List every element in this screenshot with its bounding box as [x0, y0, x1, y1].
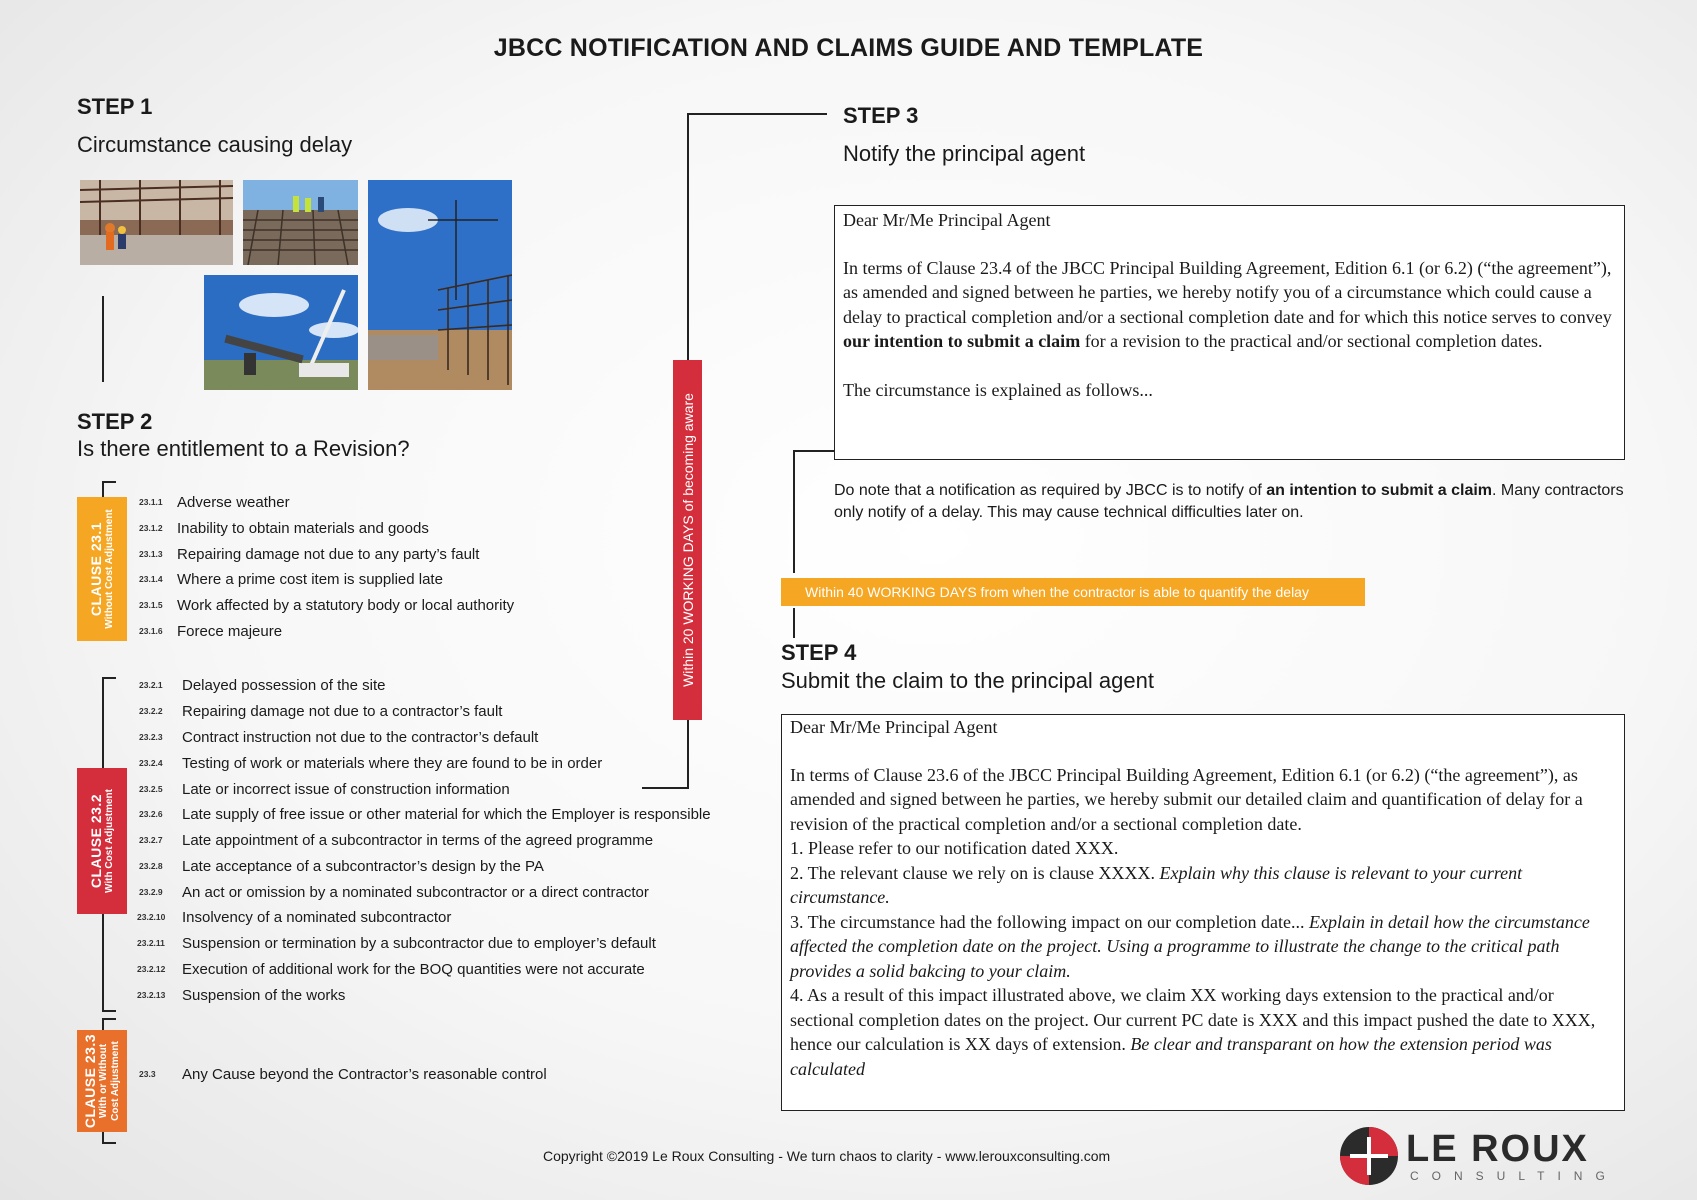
step3-heading: STEP 3	[843, 103, 919, 128]
connector-line	[642, 787, 689, 789]
letter4-paragraph: In terms of Clause 23.6 of the JBCC Principal Building Agreement, Edition 6.1 (or 6.2) (“the agreement”), as amended and signed between he parties, we hereby submit our detailed claim and quantification of delay for a revision of the practical completion and/or a sectional completion date.	[790, 764, 1583, 834]
letter3-paragraph: In terms of Clause 23.4 of the JBCC Principal Building Agreement, Edition 6.1 (or 6.2) (“the agreement”), as amended and signed between he parties, we hereby notify you of a circumstance which could cause a delay to practical completion and/or a sectional completion date and for which this notice serves to convey our intention to submit a claim for a revision to the practical and/or sectional completion dates.	[843, 257, 1612, 351]
bracket-line	[102, 1142, 116, 1144]
step3-subtitle: Notify the principal agent	[843, 141, 1086, 166]
clause-23-1-title: CLAUSE 23.1	[88, 521, 104, 617]
construction-photo-3	[368, 180, 512, 390]
list-item: 23.2.12 Execution of additional work for the BOQ quantities were not accurate	[137, 961, 645, 978]
logo-name: LE ROUX	[1406, 1128, 1589, 1170]
step1-subtitle: Circumstance causing delay	[77, 132, 353, 157]
list-item: 23.2.1 Delayed possession of the site	[139, 677, 386, 694]
letter4-item2: 2. The relevant clause we rely on is clause XXXX. Explain why this clause is relevant to your current circumstance.	[790, 862, 1523, 907]
clause-23-3-sub1: With or Without	[98, 1043, 110, 1119]
list-item: 23.2.6 Late supply of free issue or other material for which the Employer is responsible	[139, 806, 711, 823]
construction-photo-4	[204, 275, 358, 390]
list-item: 23.1.4 Where a prime cost item is supplied late	[139, 571, 443, 588]
notification-letter	[834, 205, 1625, 460]
letter4-salutation: Dear Mr/Me Principal Agent	[790, 717, 998, 737]
bracket-line	[102, 481, 116, 483]
clause-23-3-sub2: Cost Adjustment	[110, 1041, 122, 1121]
clause-23-1-sub: Without Cost Adjustment	[104, 509, 115, 629]
bracket-line	[102, 1018, 116, 1020]
list-item: 23.2.3 Contract instruction not due to the contractor’s default	[139, 729, 539, 746]
claim-deadline-bar	[781, 578, 1365, 606]
list-item: 23.2.10 Insolvency of a nominated subcontractor	[137, 909, 452, 926]
list-item: 23.2.7 Late appointment of a subcontractor in terms of the agreed programme	[139, 832, 654, 849]
step1-heading: STEP 1	[77, 94, 153, 119]
list-item: 23.2.13 Suspension of the works	[137, 987, 346, 1004]
notify-deadline-bar	[673, 360, 702, 720]
list-item: 23.2.5 Late or incorrect issue of construction information	[139, 781, 510, 798]
connector-line	[687, 113, 827, 115]
construction-photo-2	[243, 180, 358, 265]
list-item: 23.2.8 Late acceptance of a subcontractor’s design by the PA	[139, 858, 544, 875]
clause-23-3-title: CLAUSE 23.3	[82, 1033, 99, 1129]
footer-copyright: Copyright ©2019 Le Roux Consulting - We turn chaos to clarity - www.lerouxconsulting.com	[543, 1148, 1111, 1164]
list-item: 23.3 Any Cause beyond the Contractor’s reasonable control	[139, 1066, 547, 1083]
clause-23-1-badge	[77, 497, 127, 641]
step2-heading: STEP 2	[77, 409, 153, 434]
page-title: JBCC NOTIFICATION AND CLAIMS GUIDE AND TEMPLATE	[493, 34, 1204, 62]
list-item: 23.2.11 Suspension or termination by a subcontractor due to employer’s default	[137, 935, 656, 952]
clause-23-2-title: CLAUSE 23.2	[88, 793, 105, 889]
list-item: 23.1.1 Adverse weather	[139, 494, 290, 511]
bracket-line	[102, 677, 116, 679]
logo-sub: CONSULTING	[1410, 1169, 1618, 1183]
claim-letter	[781, 714, 1625, 1111]
connector-line	[793, 608, 795, 638]
notify-deadline-label: Within 20 WORKING DAYS of becoming aware	[679, 393, 696, 687]
construction-photo-1	[80, 180, 233, 265]
connector-line	[102, 296, 104, 382]
bracket-line	[102, 1010, 116, 1012]
clause-23-2-badge	[77, 768, 127, 914]
notification-note: Do note that a notification as required by JBCC is to notify of an intention to submit a claim. Many contractors only notify of a delay. This may cause technical difficulties later on.	[834, 482, 1624, 521]
list-item: 23.1.5 Work affected by a statutory body or local authority	[139, 597, 515, 614]
letter4-item1: 1. Please refer to our notification dated XXX.	[790, 838, 1119, 858]
list-item: 23.1.3 Repairing damage not due to any party’s fault	[139, 546, 480, 563]
step2-subtitle: Is there entitlement to a Revision?	[77, 436, 410, 461]
clause-23-2-sub: With Cost Adjustment	[104, 789, 116, 893]
connector-line	[793, 450, 795, 573]
letter3-closing: The circumstance is explained as follows...	[843, 379, 1153, 400]
list-item: 23.1.2 Inability to obtain materials and goods	[139, 520, 429, 537]
claim-deadline-label: Within 40 WORKING DAYS from when the contractor is able to quantify the delay	[805, 584, 1309, 600]
list-item: 23.1.6 Forece majeure	[139, 623, 283, 640]
letter4-item4: 4. As a result of this impact illustrated above, we claim XX working days extension to the practical and/or sectional completion dates on the project. Our current PC date is XXX and this impact pushed the date to XXX, hence our calculation is XX days of extension. Be clear and transparant on how the extension period was calculated	[790, 985, 1596, 1079]
list-item: 23.2.4 Testing of work or materials where they are found to be in order	[139, 755, 603, 772]
list-item: 23.2.9 An act or omission by a nominated subcontractor or a direct contractor	[139, 884, 649, 901]
clause-23-3-badge	[77, 1030, 127, 1132]
list-item: 23.2.2 Repairing damage not due to a contractor’s fault	[139, 703, 503, 720]
step4-heading: STEP 4	[781, 640, 857, 665]
connector-line	[793, 450, 834, 452]
logo-icon	[1338, 1125, 1400, 1187]
step4-subtitle: Submit the claim to the principal agent	[781, 668, 1154, 693]
letter4-item3: 3. The circumstance had the following impact on our completion date... Explain in detail how the circumstance affected the completion date on the project. Using a programme to illustrate the change to the critical path provides a solid bakcing to your claim.	[790, 911, 1590, 981]
letter3-salutation: Dear Mr/Me Principal Agent	[843, 210, 1051, 230]
